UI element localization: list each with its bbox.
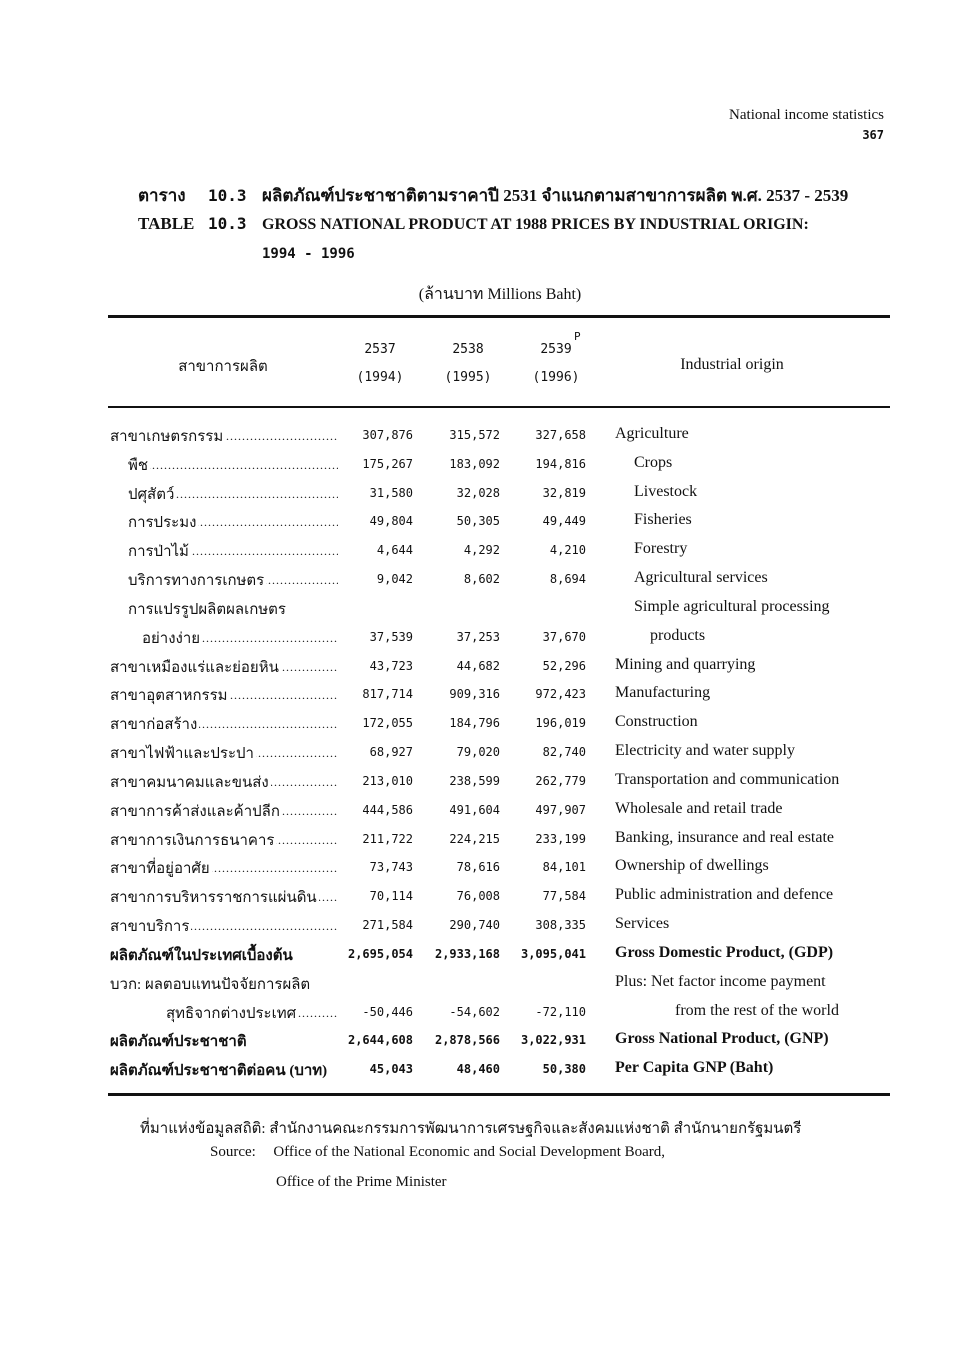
cell-value-3: 32,819	[542, 485, 586, 500]
running-header	[729, 104, 884, 144]
cell-value-2: 238,599	[449, 773, 500, 788]
table-title	[138, 182, 898, 246]
source-en-label: Source:	[210, 1144, 256, 1160]
cell-value-2: 2,878,566	[434, 1033, 500, 1048]
table-row	[108, 564, 890, 593]
row-label-thai-text: ผลิตภัณฑ์ประชาชาติ	[110, 1034, 247, 1051]
row-label-thai	[128, 510, 338, 534]
row-label-thai	[110, 799, 338, 823]
year-header-3-en: (1996)	[532, 370, 580, 385]
table-row	[108, 939, 890, 968]
row-label-en: Per Capita GNP (Baht)	[615, 1059, 774, 1077]
table-row	[108, 449, 890, 478]
row-label-thai-text: ผลิตภัณฑ์ประชาชาติต่อคน (บาท)	[110, 1063, 328, 1080]
table-row	[108, 737, 890, 766]
title-en-text: GROSS NATIONAL PRODUCT AT 1988 PRICES BY INDUSTRIAL ORIGIN:	[262, 216, 809, 233]
source-thai: ที่มาแห่งข้อมูลสถิติ: สำนักงานคณะกรรมการพัฒนาการเศรษฐกิจและสังคมแห่งชาติ สำนักนายกรัฐมนตรี	[140, 1121, 802, 1137]
cell-value-2: 32,028	[456, 485, 500, 500]
row-label-en: Services	[615, 915, 670, 933]
cell-value-3: 4,210	[549, 543, 586, 558]
row-label-thai	[110, 828, 338, 852]
row-label-thai	[110, 856, 338, 880]
cell-value-1: 70,114	[369, 889, 413, 904]
cell-value-1: 307,876	[362, 428, 413, 442]
cell-value-1: 2,644,608	[347, 1033, 413, 1048]
row-label-thai-text: ผลิตภัณฑ์ในประเทศเบื้องต้น	[110, 947, 293, 964]
preliminary-mark: P	[574, 330, 581, 343]
cell-value-1: 45,043	[369, 1062, 413, 1077]
row-label-en: Gross Domestic Product, (GDP)	[615, 943, 834, 961]
row-label-en: Crops	[634, 453, 673, 471]
row-label-thai	[110, 683, 338, 707]
table-bottom-rule	[108, 1093, 890, 1096]
cell-value-2: 2,933,168	[434, 946, 500, 961]
cell-value-2: 48,460	[456, 1062, 500, 1077]
table-body	[108, 420, 890, 1083]
title-thai-text: ผลิตภัณฑ์ประชาชาติตามราคาปี 2531 จำแนกตามสาขาการผลิต พ.ศ. 2537 - 2539	[262, 186, 849, 205]
row-label-thai-text: สาขาการเงินการธนาคาร	[110, 832, 275, 849]
row-label-thai-text: สาขาอุตสาหกรรม	[110, 688, 228, 705]
cell-value-3: 308,335	[535, 918, 586, 933]
row-label-en: Simple agricultural processing	[634, 597, 830, 615]
cell-value-3: 82,740	[542, 745, 586, 760]
cell-value-2: 44,682	[456, 658, 500, 673]
cell-value-3: 327,658	[535, 428, 586, 442]
row-label-thai-text: บวก: ผลตอบแทนปัจจัยการผลิต	[110, 976, 311, 993]
table-row	[108, 622, 890, 651]
cell-value-1: -50,446	[362, 1004, 413, 1019]
table-row	[108, 1054, 890, 1083]
row-label-thai-text: สาขาการบริหารราชการแผ่นดิน	[110, 890, 317, 907]
cell-value-1: 31,580	[369, 485, 413, 500]
cell-value-2: 184,796	[449, 716, 500, 731]
cell-value-2: 50,305	[456, 514, 500, 529]
table-header	[108, 326, 890, 404]
cell-value-1: 37,539	[369, 629, 413, 644]
row-label-thai	[110, 741, 338, 765]
row-label-en: Transportation and communication	[615, 770, 840, 788]
row-label-en: Agricultural services	[634, 569, 768, 587]
row-label-en: Mining and quarrying	[615, 655, 756, 673]
year-header-3-thai: 2539	[540, 342, 572, 357]
cell-value-2: 76,008	[456, 889, 500, 904]
cell-value-2: 290,740	[449, 918, 500, 933]
title-thai-label: ตาราง	[138, 186, 186, 205]
row-label-thai-text: สาขาเกษตรกรรม	[110, 429, 224, 445]
row-label-en: Gross National Product, (GNP)	[615, 1030, 829, 1048]
row-label-thai	[110, 1029, 338, 1053]
cell-value-1: 175,267	[362, 456, 413, 471]
row-label-thai-text: สาขาคมนาคมและขนส่ง	[110, 774, 269, 791]
year-header-2-thai: 2538	[452, 342, 484, 357]
cell-value-3: 972,423	[535, 687, 586, 702]
row-label-thai-text: การป่าไม้	[128, 544, 189, 561]
row-label-thai	[110, 885, 338, 909]
row-label-thai	[110, 943, 338, 967]
cell-value-3: 3,095,041	[520, 946, 586, 961]
row-label-en: Public administration and defence	[615, 886, 834, 904]
cell-value-2: -54,602	[449, 1004, 500, 1019]
cell-value-3: 233,199	[535, 831, 586, 846]
table-row	[108, 795, 890, 824]
cell-value-2: 4,292	[463, 543, 500, 558]
cell-value-3: -72,110	[535, 1004, 586, 1019]
row-label-en: Plus: Net factor income payment	[615, 972, 826, 990]
title-en-number: 10.3	[208, 214, 247, 233]
table-row	[108, 910, 890, 939]
row-label-en: Livestock	[634, 482, 698, 500]
table-row	[108, 766, 890, 795]
page-number: 367	[862, 128, 884, 142]
cell-value-1: 172,055	[362, 716, 413, 731]
title-en-years: 1994 - 1996	[262, 246, 355, 262]
cell-value-3: 194,816	[535, 456, 586, 471]
table-row	[108, 997, 890, 1026]
cell-value-2: 8,602	[463, 572, 500, 587]
row-label-en: Fisheries	[634, 511, 692, 529]
cell-value-1: 817,714	[362, 687, 413, 702]
cell-value-1: 4,644	[376, 543, 413, 558]
row-label-thai	[110, 1058, 338, 1082]
row-label-thai-text: สาขาการค้าส่งและค้าปลีก	[110, 803, 280, 820]
row-label-en: Ownership of dwellings	[615, 857, 769, 875]
column-header-en: Industrial origin	[680, 356, 784, 373]
row-label-thai	[110, 712, 338, 736]
row-label-en: from the rest of the world	[675, 1001, 839, 1019]
cell-value-3: 262,779	[535, 773, 586, 788]
row-label-thai-text: อย่างง่าย	[142, 630, 201, 647]
header-bottom-rule	[108, 406, 890, 408]
cell-value-2: 37,253	[456, 629, 500, 644]
row-label-thai	[128, 453, 338, 477]
row-label-thai	[142, 626, 338, 650]
row-label-thai	[110, 972, 338, 996]
source-en-line1	[210, 1144, 665, 1161]
cell-value-2: 491,604	[449, 802, 500, 817]
row-label-thai-text: การแปรรูปผลิตผลเกษตร	[128, 601, 286, 618]
cell-value-3: 3,022,931	[520, 1033, 586, 1048]
row-label-thai-text: สาขาไฟฟ้าและประปา	[110, 746, 254, 763]
table-row	[108, 420, 890, 449]
row-label-en: Banking, insurance and real estate	[615, 828, 835, 846]
cell-value-2: 315,572	[449, 428, 500, 442]
table-row	[108, 593, 890, 622]
cell-value-1: 68,927	[369, 745, 413, 760]
cell-value-3: 8,694	[549, 572, 586, 587]
cell-value-1: 271,584	[362, 918, 413, 933]
table-row	[108, 881, 890, 910]
cell-value-1: 2,695,054	[347, 946, 413, 961]
cell-value-1: 444,586	[362, 802, 413, 817]
cell-value-1: 43,723	[369, 658, 413, 673]
running-title: National income statistics	[729, 107, 884, 123]
table-top-rule	[108, 315, 890, 318]
cell-value-2: 909,316	[449, 687, 500, 702]
row-label-thai-text: การประมง	[128, 515, 197, 532]
row-label-thai-text: สาขาเหมืองแร่และย่อยหิน	[110, 659, 279, 676]
cell-value-2: 79,020	[456, 745, 500, 760]
row-label-thai-text: ปศุสัตว์	[128, 486, 175, 503]
cell-value-1: 73,743	[369, 860, 413, 875]
column-header-thai: สาขาการผลิต	[178, 359, 268, 375]
cell-value-2: 183,092	[449, 456, 500, 471]
row-label-thai	[128, 539, 338, 563]
year-header-1-thai: 2537	[364, 342, 396, 357]
row-label-thai	[110, 770, 338, 794]
table-row	[108, 1025, 890, 1054]
row-label-en: Agriculture	[615, 425, 689, 442]
row-label-thai-text: สาขาก่อสร้าง	[110, 717, 198, 734]
units-caption: (ล้านบาท Millions Baht)	[418, 286, 582, 303]
row-label-en: Construction	[615, 713, 698, 731]
row-label-thai	[128, 482, 338, 506]
cell-value-3: 77,584	[542, 889, 586, 904]
table-row	[108, 679, 890, 708]
row-label-thai-text: สุทธิจากต่างประเทศ	[166, 1005, 297, 1022]
cell-value-3: 52,296	[542, 658, 586, 673]
row-label-en: Manufacturing	[615, 684, 711, 702]
row-label-thai-text: พืช	[128, 457, 149, 474]
row-label-thai	[166, 1001, 338, 1025]
cell-value-3: 37,670	[542, 629, 586, 644]
cell-value-3: 49,449	[542, 514, 586, 529]
row-label-thai-text: บริการทางการเกษตร	[128, 573, 265, 590]
source-en-text1: Office of the National Economic and Social Development Board,	[273, 1144, 666, 1160]
row-label-thai	[128, 568, 338, 592]
row-label-thai	[110, 914, 338, 938]
cell-value-1: 49,804	[369, 514, 413, 529]
cell-value-2: 224,215	[449, 831, 500, 846]
row-label-thai	[110, 655, 338, 679]
row-label-en: Forestry	[634, 540, 688, 558]
title-en-label: TABLE	[138, 214, 195, 233]
row-label-en: Electricity and water supply	[615, 742, 795, 760]
table-row	[108, 506, 890, 535]
table-row	[108, 535, 890, 564]
year-header-2-en: (1995)	[444, 370, 492, 385]
source-en-line2: Office of the Prime Minister	[276, 1174, 447, 1190]
table-row	[108, 852, 890, 881]
row-label-thai-text: สาขาที่อยู่อาศัย	[110, 861, 210, 878]
cell-value-1: 9,042	[376, 572, 413, 587]
table-row	[108, 651, 890, 680]
cell-value-3: 196,019	[535, 716, 586, 731]
table-row	[108, 478, 890, 507]
row-label-en: products	[650, 626, 706, 644]
table-row	[108, 824, 890, 853]
table-row	[108, 968, 890, 997]
table-row	[108, 708, 890, 737]
cell-value-3: 50,380	[542, 1062, 586, 1077]
cell-value-3: 497,907	[535, 802, 586, 817]
row-label-thai	[110, 424, 338, 448]
cell-value-1: 211,722	[362, 831, 413, 846]
cell-value-2: 78,616	[456, 860, 500, 875]
title-thai-number: 10.3	[208, 186, 247, 205]
year-header-1-en: (1994)	[356, 370, 404, 385]
cell-value-1: 213,010	[362, 773, 413, 788]
row-label-thai-text: สาขาบริการ	[110, 919, 190, 936]
row-label-thai	[128, 597, 338, 621]
row-label-en: Wholesale and retail trade	[615, 799, 783, 817]
cell-value-3: 84,101	[542, 860, 586, 875]
